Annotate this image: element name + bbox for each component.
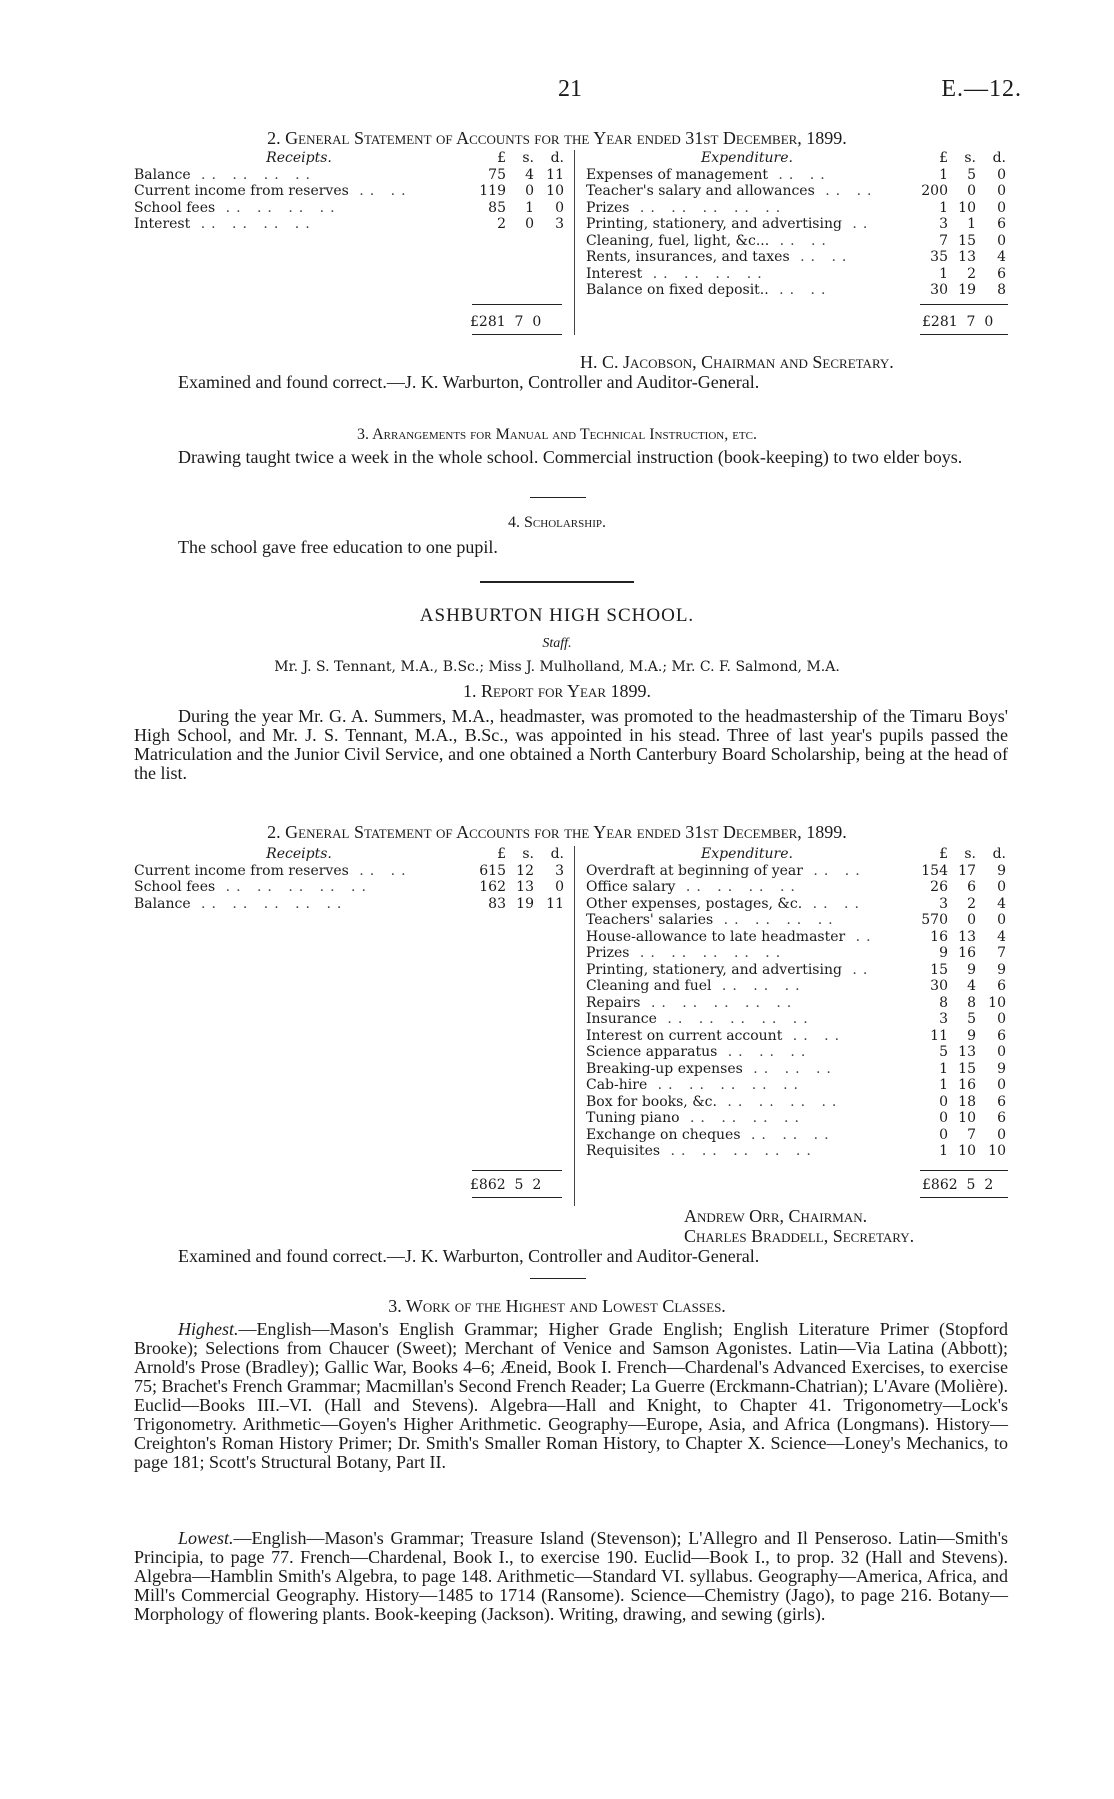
- shilling-heading: s.: [964, 150, 976, 166]
- staff-list: Mr. J. S. Tennant, M.A., B.Sc.; Miss J. Mulholland, M.A.; Mr. C. F. Salmond, M.A.: [274, 659, 840, 675]
- receipt-row: Current income from reserves .. .. 119 0 10: [134, 183, 564, 199]
- shilling-heading: s.: [522, 150, 534, 166]
- total-rule: [920, 304, 1008, 305]
- expenditure-row: Other expenses, postages, &c. .. .. 3 2 4: [586, 895, 1006, 912]
- expenditure-row: Science apparatus .. .. .. 5 13 0: [586, 1044, 1006, 1060]
- expenditure-row: House-allowance to late headmaster .. 16 13 4: [586, 928, 1006, 945]
- receipt-row: Interest .. .. .. .. 2 0 3: [134, 216, 564, 232]
- receipt-row: Balance .. .. .. .. .. 83 19 11: [134, 895, 564, 912]
- total-rule: [472, 334, 562, 335]
- total-rule: [920, 334, 1008, 335]
- expenditure-row: Teacher's salary and allowances .. .. 200 0 0: [586, 183, 1006, 199]
- expenditure-heading: Expenditure.: [701, 846, 793, 862]
- expenditure-table-1: [586, 150, 1006, 299]
- receipts-total-1: £281 7 0: [470, 314, 542, 330]
- expenditure-row: Insurance .. .. .. .. .. 3 5 0: [586, 1011, 1006, 1027]
- expenditure-row: Prizes .. .. .. .. .. 9 16 7: [586, 945, 1006, 961]
- highest-label: Highest.: [178, 1319, 239, 1339]
- expenditure-row: Exchange on cheques .. .. .. 0 7 0: [586, 1126, 1006, 1143]
- receipts-table-1: [134, 150, 564, 233]
- staff-heading: Staff.: [542, 636, 572, 651]
- scholarship-text: The school gave free education to one pupil.: [178, 537, 498, 557]
- expenditure-row: Interest .. .. .. .. 1 2 6: [586, 265, 1006, 282]
- expenditure-table-2: [586, 846, 1006, 1160]
- receipt-row: Balance .. .. .. .. 75 4 11: [134, 166, 564, 183]
- highest-class-text: [134, 1320, 1008, 1472]
- total-rule: [920, 1197, 1008, 1198]
- expenditure-row: Cleaning and fuel .. .. .. 30 4 6: [586, 978, 1006, 994]
- total-rule: [472, 304, 562, 305]
- receipt-row: Current income from reserves .. .. 615 12 3: [134, 862, 564, 879]
- receipt-row: School fees .. .. .. .. 85 1 0: [134, 199, 564, 216]
- expenditure-row: Overdraft at beginning of year .. .. 154 17 9: [586, 862, 1006, 879]
- lowest-content: —English—Mason's Grammar; Treasure Island (Stevenson); L'Allegro and Il Penseroso. Latin—Smith's Principia, to page 77. French—Chardenal, Book I., to exercise 190. Euclid—Book I., to prop. 32 (Hall and Stevens). Algebra—Hamblin Smith's Algebra, to page 148. Arithmetic—Standard VI. syllabus. Geography—America, Africa, and Mill's Commercial Geography. History—1485 to 1714 (Ransome). Science—Chemistry (Jago), to page 216. Botany—Morphology of flowering plants. Book-keeping (Jackson). Writing, drawing, and sewing (girls).: [134, 1528, 1008, 1624]
- receipt-row: School fees .. .. .. .. .. 162 13 0: [134, 879, 564, 895]
- pence-heading: d.: [992, 846, 1006, 862]
- pound-heading: £: [497, 846, 506, 862]
- expenditure-row: Interest on current account .. .. 11 9 6: [586, 1027, 1006, 1044]
- expenditure-row: Cab-hire .. .. .. .. .. 1 16 0: [586, 1077, 1006, 1093]
- column-divider: [574, 846, 575, 1206]
- expenditure-total-1: £281 7 0: [922, 314, 994, 330]
- expenditure-row: Printing, stationery, and advertising .. 15 9 9: [586, 961, 1006, 978]
- lowest-label: Lowest.: [178, 1528, 234, 1548]
- page-number: 21: [558, 76, 582, 102]
- school-divider: [480, 581, 634, 583]
- total-rule: [920, 1170, 1008, 1171]
- receipts-heading: Receipts.: [266, 150, 332, 166]
- expenditure-row: Breaking-up expenses .. .. .. 1 15 9: [586, 1060, 1006, 1077]
- column-divider: [574, 150, 575, 335]
- receipts-total-2: £862 5 2: [470, 1177, 542, 1193]
- arrangements-title: 3. Arrangements for Manual and Technical Instruction, etc.: [357, 426, 757, 443]
- shilling-heading: s.: [522, 846, 534, 862]
- expenditure-row: Tuning piano .. .. .. .. 0 10 6: [586, 1110, 1006, 1126]
- pence-heading: d.: [550, 846, 564, 862]
- section-rule: [530, 1278, 586, 1279]
- section-rule: [530, 497, 586, 498]
- pound-heading: £: [939, 846, 948, 862]
- total-rule: [472, 1170, 562, 1171]
- pence-heading: d.: [550, 150, 564, 166]
- pound-heading: £: [497, 150, 506, 166]
- expenditure-row: Teachers' salaries .. .. .. .. 570 0 0: [586, 912, 1006, 928]
- expenditure-row: Expenses of management .. .. 1 5 0: [586, 166, 1006, 183]
- scholarship-title: 4. Scholarship.: [508, 514, 606, 531]
- examined-statement: Examined and found correct.—J. K. Warburton, Controller and Auditor-General.: [178, 372, 760, 392]
- expenditure-row: Box for books, &c. .. .. .. .. 0 18 6: [586, 1093, 1006, 1110]
- receipts-table-2: [134, 846, 564, 912]
- school-title: ASHBURTON HIGH SCHOOL.: [419, 605, 695, 626]
- document-reference: E.—12.: [941, 76, 1022, 102]
- expenditure-total-2: £862 5 2: [922, 1177, 994, 1193]
- signature-chairman-2: Andrew Orr, Chairman.: [684, 1206, 868, 1226]
- signature-secretary-2: Charles Braddell, Secretary.: [684, 1226, 915, 1246]
- lowest-class-text: [134, 1529, 1008, 1624]
- expenditure-row: Requisites .. .. .. .. .. 1 10 10: [586, 1143, 1006, 1159]
- expenditure-row: Balance on fixed deposit.. .. .. 30 19 8: [586, 282, 1006, 298]
- total-rule: [472, 1197, 562, 1198]
- highest-content: —English—Mason's English Grammar; Higher Grade English; English Literature Primer (Stopford Brooke); Selections from Chaucer (Sweet); Merchant of Venice and Samson Agonistes. Latin—Via Latina (Abbott); Arnold's Prose (Bradley); Gallic War, Books 4–6; Æneid, Book I. French—Chardenal's Advanced Exercises, to exercise 75; Brachet's French Grammar; Macmillan's Second French Reader; La Guerre (Erckmann-Chatrian); L'Avare (Molière). Euclid—Books III.–VI. (Hall and Stevens). Algebra—Hall and Knight, to Chapter 41. Trigonometry—Lock's Trigonometry. Arithmetic—Goyen's Higher Arithmetic. Geography—Europe, Asia, and Africa (Longmans). History—Creighton's Roman History Primer; Dr. Smith's Smaller Roman History, to Chapter X. Science—Loney's Mechanics, to page 181; Scott's Structural Botany, Part II.: [134, 1319, 1008, 1472]
- report-text: During the year Mr. G. A. Summers, M.A., headmaster, was promoted to the headmastership of the Timaru Boys' High School, and Mr. J. S. Tennant, M.A., B.Sc., was appointed in his stead. Three of last year's pupils passed the Matriculation and the Junior Civil Service, and one obtained a North Canterbury Board Scholarship, being at the head of the list.: [134, 706, 1008, 783]
- expenditure-row: Prizes .. .. .. .. .. 1 10 0: [586, 199, 1006, 216]
- expenditure-row: Office salary .. .. .. .. 26 6 0: [586, 879, 1006, 895]
- signature-chairman: H. C. Jacobson, Chairman and Secretary.: [580, 352, 894, 372]
- examined-statement-2: Examined and found correct.—J. K. Warburton, Controller and Auditor-General.: [178, 1246, 760, 1266]
- pence-heading: d.: [992, 150, 1006, 166]
- accounts-title-1: 2. General Statement of Accounts for the Year ended 31st December, 1899.: [267, 128, 847, 148]
- expenditure-row: Rents, insurances, and taxes .. .. 35 13 4: [586, 249, 1006, 265]
- shilling-heading: s.: [964, 846, 976, 862]
- pound-heading: £: [939, 150, 948, 166]
- receipts-heading: Receipts.: [266, 846, 332, 862]
- accounts-title-2: 2. General Statement of Accounts for the Year ended 31st December, 1899.: [267, 822, 847, 842]
- expenditure-row: Cleaning, fuel, light, &c... .. .. 7 15 0: [586, 232, 1006, 249]
- work-title: 3. Work of the Highest and Lowest Classes.: [388, 1296, 726, 1316]
- arrangements-text: Drawing taught twice a week in the whole school. Commercial instruction (book-keeping) to two elder boys.: [178, 447, 963, 467]
- expenditure-row: Repairs .. .. .. .. .. 8 8 10: [586, 994, 1006, 1011]
- report-title: 1. Report for Year 1899.: [462, 681, 652, 701]
- expenditure-heading: Expenditure.: [701, 150, 793, 166]
- expenditure-row: Printing, stationery, and advertising .. 3 1 6: [586, 216, 1006, 232]
